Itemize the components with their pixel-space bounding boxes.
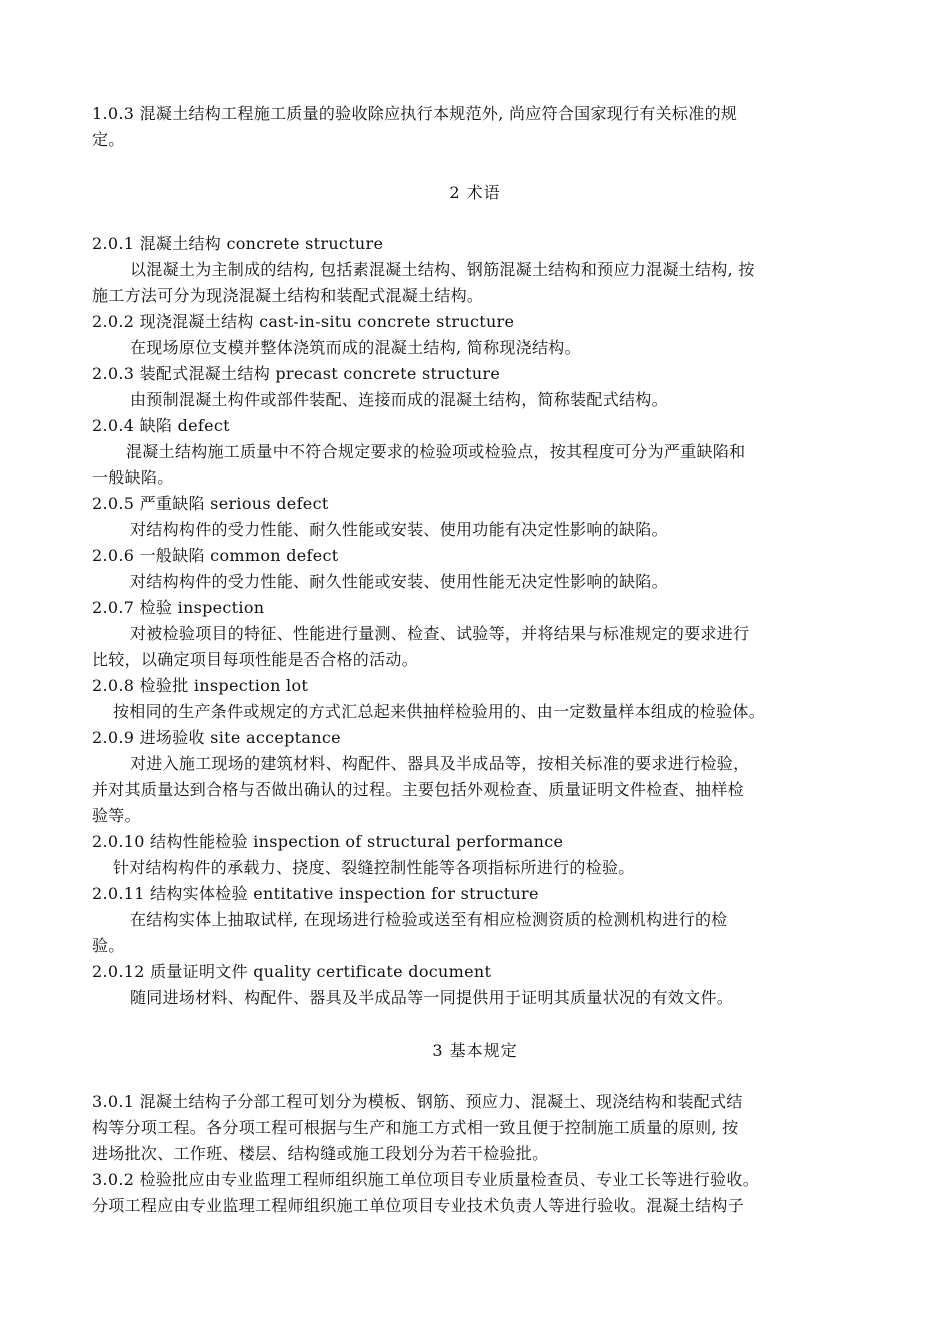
clause-3-0-1-line-1: 3.0.1 混凝土结构子分部工程可划分为模板、钢筋、预应力、混凝土、现浇结构和装配式结 — [92, 1092, 743, 1111]
clause-3-0-2-line-1: 3.0.2 检验批应由专业监理工程师组织施工单位项目专业质量检查员、专业工长等进行验收。 — [92, 1170, 759, 1189]
clause-3-0-1-line-2: 构等分项工程。各分项工程可根据与生产和施工方式相一致且便于控制施工质量的原则, 按 — [92, 1118, 739, 1137]
term-2-0-7-title: 2.0.7 检验 inspection — [92, 598, 265, 617]
term-2-0-2-body: 在现场原位支模并整体浇筑而成的混凝土结构, 简称现浇结构。 — [130, 338, 581, 357]
term-2-0-5-title: 2.0.5 严重缺陷 serious defect — [92, 494, 329, 513]
term-2-0-1-title: 2.0.1 混凝土结构 concrete structure — [92, 234, 384, 253]
term-2-0-6-title: 2.0.6 一般缺陷 common defect — [92, 546, 339, 565]
term-2-0-3-title: 2.0.3 装配式混凝土结构 precast concrete structure — [92, 364, 501, 383]
term-2-0-10-title: 2.0.10 结构性能检验 inspection of structural performance — [92, 832, 564, 851]
term-2-0-5-body: 对结构构件的受力性能、耐久性能或安装、使用功能有决定性影响的缺陷。 — [130, 520, 668, 539]
chapter-3-heading: 3 基本规定 — [432, 1041, 518, 1060]
term-2-0-8-title: 2.0.8 检验批 inspection lot — [92, 676, 309, 695]
term-2-0-7-body-2: 比较，以确定项目每项性能是否合格的活动。 — [92, 650, 419, 669]
term-2-0-9-title: 2.0.9 进场验收 site acceptance — [92, 728, 341, 747]
term-2-0-9-body-2: 并对其质量达到合格与否做出确认的过程。主要包括外观检查、质量证明文件检查、抽样检 — [92, 780, 745, 799]
term-2-0-1-body-2: 施工方法可分为现浇混凝土结构和装配式混凝土结构。 — [92, 286, 484, 305]
term-2-0-2-title: 2.0.2 现浇混凝土结构 cast-in-situ concrete structure — [92, 312, 515, 331]
term-2-0-4-title: 2.0.4 缺陷 defect — [92, 416, 230, 435]
clause-1-0-3-line-1: 1.0.3 混凝土结构工程施工质量的验收除应执行本规范外, 尚应符合国家现行有关标准的规 — [92, 104, 738, 123]
term-2-0-4-body-1: 混凝土结构施工质量中不符合规定要求的检验项或检验点，按其程度可分为严重缺陷和 — [126, 442, 746, 461]
clause-1-0-3-line-2: 定。 — [92, 130, 125, 149]
clause-3-0-1-line-3: 进场批次、工作班、楼层、结构缝或施工段划分为若干检验批。 — [92, 1144, 549, 1163]
term-2-0-1-body-1: 以混凝土为主制成的结构, 包括素混凝土结构、钢筋混凝土结构和预应力混凝土结构, 按 — [130, 260, 755, 279]
term-2-0-12-title: 2.0.12 质量证明文件 quality certificate document — [92, 962, 492, 981]
term-2-0-3-body: 由预制混凝土构件或部件装配、连接而成的混凝土结构，简称装配式结构。 — [130, 390, 668, 409]
clause-3-0-2-line-2: 分项工程应由专业监理工程师组织施工单位项目专业技术负责人等进行验收。混凝土结构子 — [92, 1196, 745, 1215]
chapter-2-heading: 2 术语 — [449, 183, 501, 202]
term-2-0-11-body-1: 在结构实体上抽取试样, 在现场进行检验或送至有相应检测资质的检测机构进行的检 — [130, 910, 728, 929]
term-2-0-8-body: 按相同的生产条件或规定的方式汇总起来供抽样检验用的、由一定数量样本组成的检验体。 — [113, 702, 766, 721]
term-2-0-11-title: 2.0.11 结构实体检验 entitative inspection for structure — [92, 884, 539, 903]
term-2-0-11-body-2: 验。 — [92, 936, 125, 955]
term-2-0-9-body-1: 对进入施工现场的建筑材料、构配件、器具及半成品等，按相关标准的要求进行检验， — [130, 754, 750, 773]
term-2-0-10-body: 针对结构构件的承载力、挠度、裂缝控制性能等各项指标所进行的检验。 — [113, 858, 635, 877]
term-2-0-9-body-3: 验等。 — [92, 806, 141, 825]
term-2-0-12-body: 随同进场材料、构配件、器具及半成品等一同提供用于证明其质量状况的有效文件。 — [130, 988, 734, 1007]
term-2-0-6-body: 对结构构件的受力性能、耐久性能或安装、使用性能无决定性影响的缺陷。 — [130, 572, 668, 591]
term-2-0-7-body-1: 对被检验项目的特征、性能进行量测、检查、试验等，并将结果与标准规定的要求进行 — [130, 624, 750, 643]
term-2-0-4-body-2: 一般缺陷。 — [92, 468, 174, 487]
